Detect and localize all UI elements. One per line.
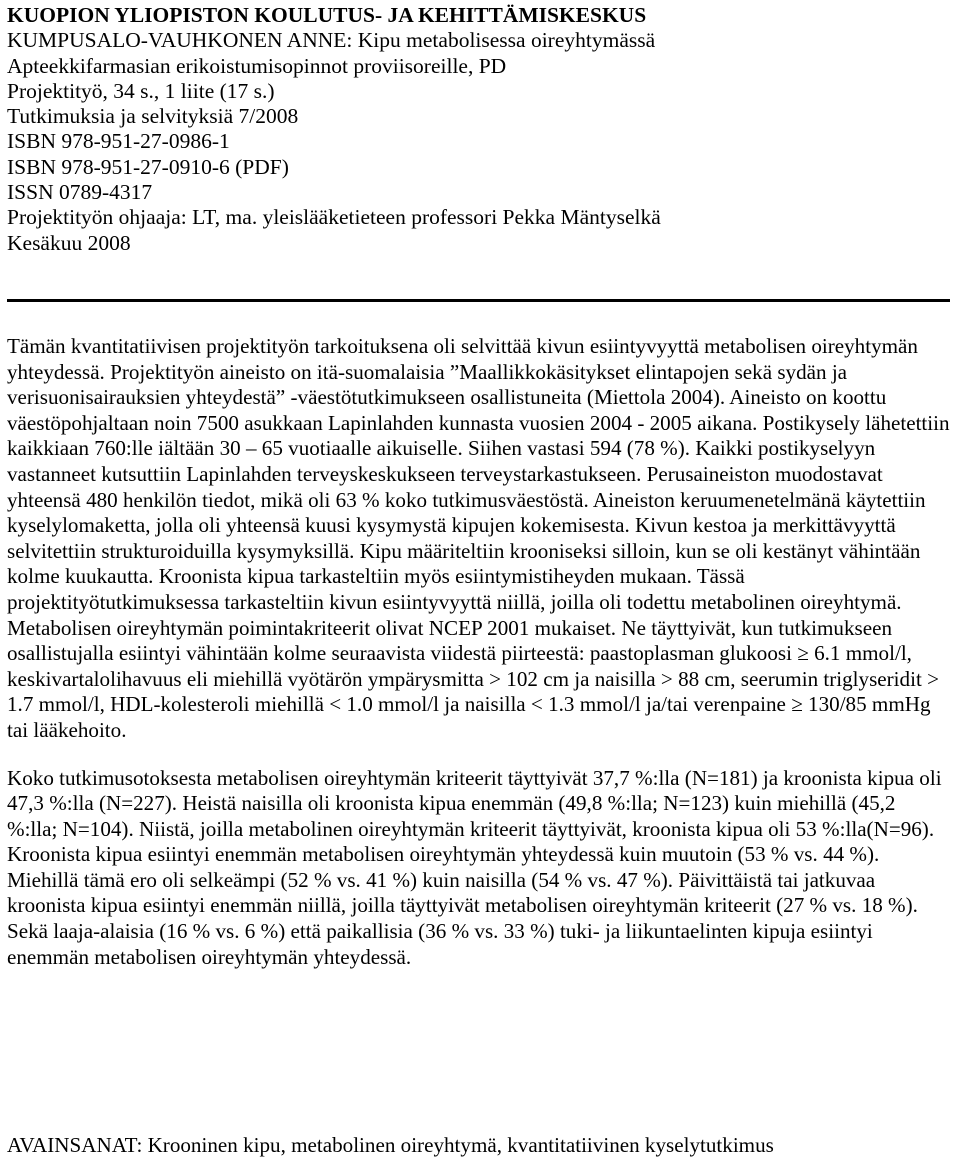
abstract-paragraph-results: Koko tutkimusotoksesta metabolisen oireyhtymän kriteerit täyttyivät 37,7 %:lla (N=181) ja kroonista kipua oli 47,3 %:lla (N=227). Heistä naisilla oli kroonista kipua enemmän (49,8 %:lla; N=123) kuin miehillä (45,2 %:lla; N=104). Niistä, joilla metabolinen oireyhtymän kriteerit täyttyivät, kroonista kipua oli 53 %:lla(N=96). Kroonista kipua esiintyi enemmän metabolisen oireyhtymän yhteydessä kuin muutoin (53 % vs. 44 %). Miehillä tämä ero oli selkeämpi (52 % vs. 41 %) kuin naisilla (54 % vs. 47 %). Päivittäistä tai jatkuvaa kroonista kipua esiintyi enemmän niillä, joilla täyttyivät metabolisen oireyhtymän kriteerit (27 % vs. 18 %). Sekä laaja-alaisia (16 % vs. 6 %) että paikallisia (36 % vs. 33 %) tuki- ja liikuntaelinten kipuja esiintyi enemmän metabolisen oireyhtymän yhteydessä.	[7, 765, 942, 969]
issn: ISSN 0789-4317	[7, 180, 153, 205]
isbn-pdf: ISBN 978-951-27-0910-6 (PDF)	[7, 154, 289, 179]
author-and-title: KUMPUSALO-VAUHKONEN ANNE: Kipu metabolisessa oireyhtymässä	[7, 28, 656, 53]
page-extent: Projektityö, 34 s., 1 liite (17 s.)	[7, 78, 275, 103]
study-program: Apteekkifarmasian erikoistumisopinnot proviisoreille, PD	[7, 53, 507, 78]
publication-info	[7, 3, 953, 256]
institution-heading: KUOPION YLIOPISTON KOULUTUS- JA KEHITTÄMISKESKUS	[7, 3, 647, 27]
abstract-paragraph-methods: Tämän kvantitatiivisen projektityön tarkoituksena oli selvittää kivun esiintyvyyttä metabolisen oireyhtymän yhteydessä. Projektityön aineisto on itä-suomalaisia ”Maallikkokäsitykset elintapojen sekä sydän ja verisuonisairauksien yhteydestä” -väestötutkimukseen osallistuneita (Miettola 2004). Aineisto on koottu väestöpohjaltaan noin 7500 asukkaan Lapinlahden kunnasta vuosien 2004 - 2005 aikana. Postikysely lähetettiin kaikkiaan 760:lle iältään 30 – 65 vuotiaalle aikuiselle. Siihen vastasi 594 (78 %). Kaikki postikyselyyn vastanneet kutsuttiin Lapinlahden terveyskeskukseen terveystarkastukseen. Perusaineiston muodostavat yhteensä 480 henkilön tiedot, mikä oli 63 % koko tutkimusväestöstä. Aineiston keruumenetelmänä käytettiin kyselylomaketta, jolla oli yhteensä kuusi kysymystä kipujen kokemisesta. Kivun kestoa ja merkittävyyttä selvitettiin strukturoiduilla kysymyksillä. Kipu määriteltiin krooniseksi silloin, kun se oli kestänyt vähintään kolme kuukautta. Kroonista kipua tarkasteltiin myös esiintymistiheyden mukaan. Tässä projektityötutkimuksessa tarkasteltiin kivun esiintyvyyttä niillä, joilla oli todettu metabolinen oireyhtymä. Metabolisen oireyhtymän poimintakriteerit olivat NCEP 2001 mukaiset. Ne täyttyivät, kun tutkimukseen osallistujalla esiintyi vähintään kolme seuraavista viidestä piirteestä: paastoplasman glukoosi ≥ 6.1 mmol/l, keskivartalolihavuus eli miehillä vyötärön ympärysmitta > 102 cm ja naisilla > 88 cm, seerumin triglyseridit > 1.7 mmol/l, HDL-kolesteroli miehillä < 1.0 mmol/l ja naisilla < 1.3 mmol/l ja/tai verenpaine ≥ 130/85 mmHg tai lääkehoito.	[7, 334, 950, 742]
keywords: AVAINSANAT: Krooninen kipu, metabolinen oireyhtymä, kvantitatiivinen kyselytutkimus	[7, 1133, 774, 1157]
document-page	[7, 0, 953, 1157]
publication-date: Kesäkuu 2008	[7, 230, 131, 255]
horizontal-divider	[7, 299, 950, 302]
isbn-print: ISBN 978-951-27-0986-1	[7, 129, 230, 154]
abstract	[7, 334, 950, 970]
supervisor: Projektityön ohjaaja: LT, ma. yleislääketieteen professori Pekka Mäntyselkä	[7, 205, 661, 230]
publication-series: Tutkimuksia ja selvityksiä 7/2008	[7, 104, 299, 129]
